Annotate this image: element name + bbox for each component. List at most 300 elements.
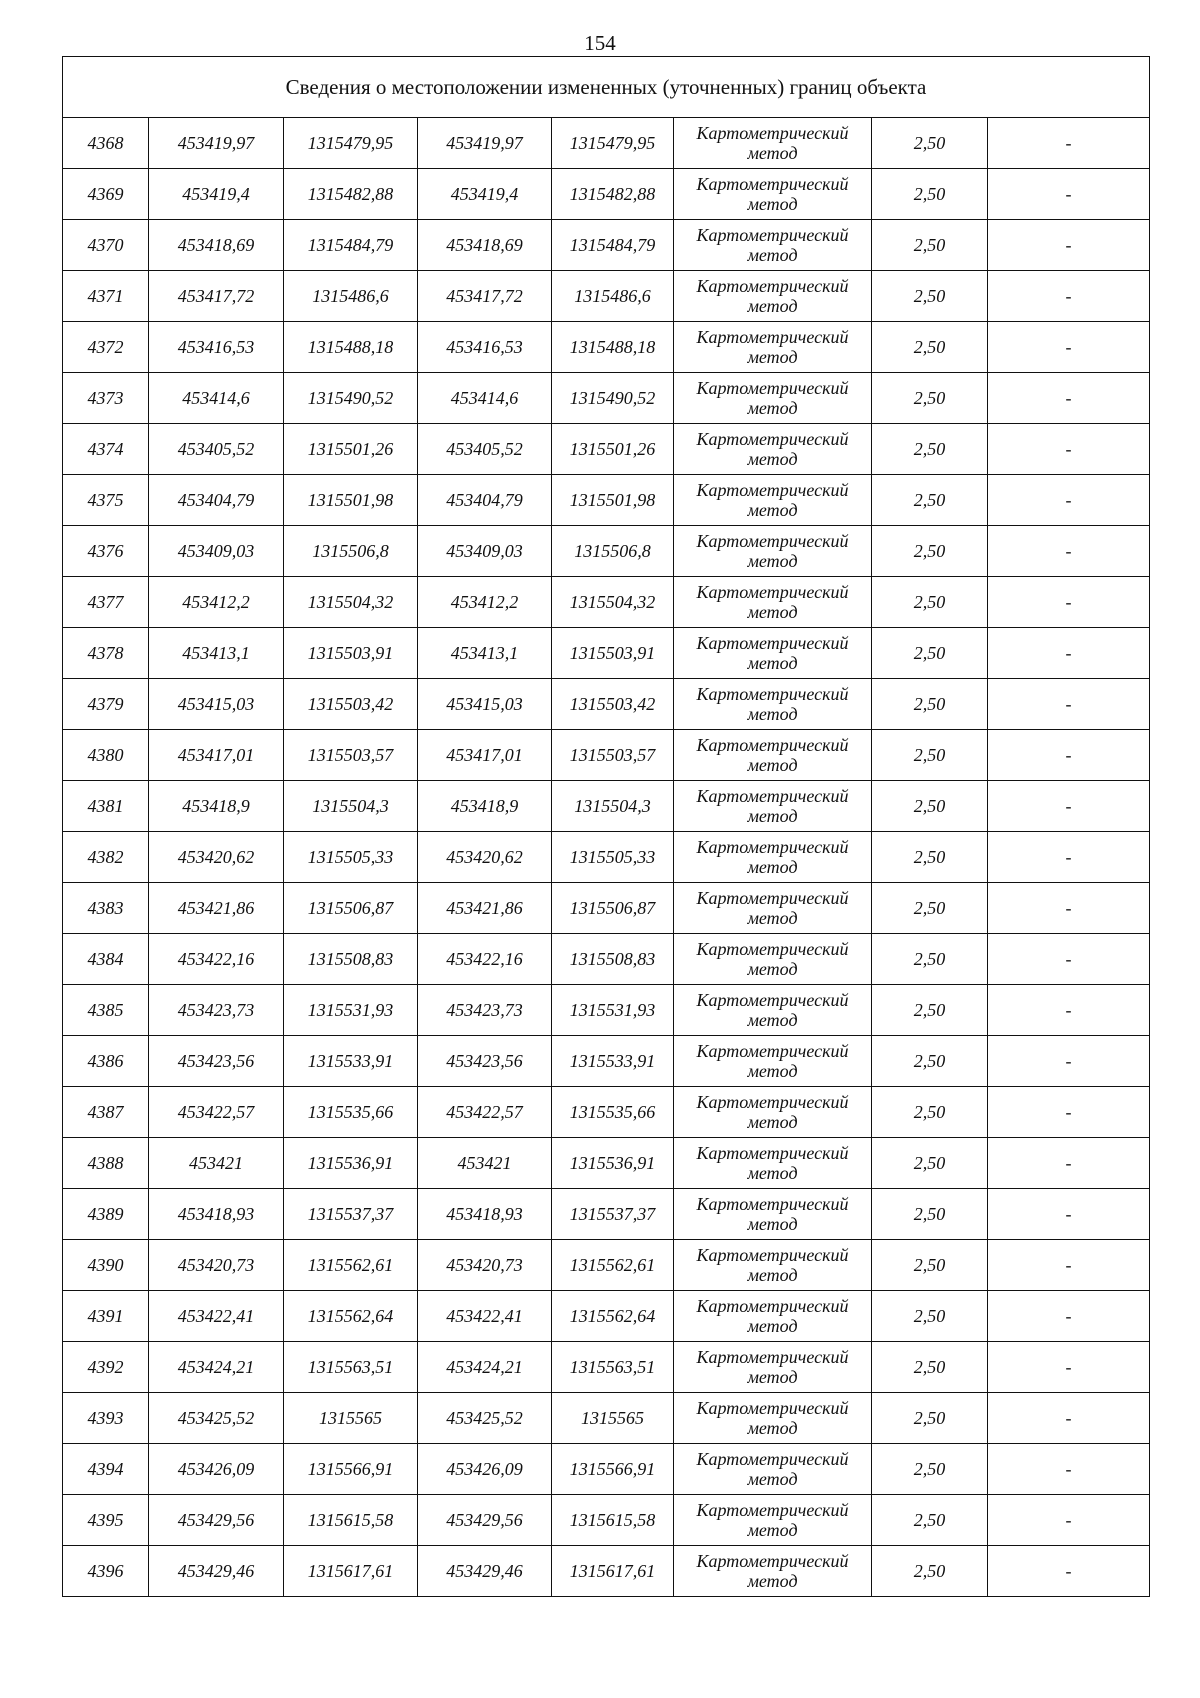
- existing-x-cell: 453414,6: [149, 373, 284, 424]
- note-cell: -: [988, 1546, 1150, 1597]
- method-line-2: метод: [747, 959, 798, 979]
- note-cell: -: [988, 220, 1150, 271]
- method-line-1: Картометрический: [696, 888, 849, 908]
- method-line-2: метод: [747, 1061, 798, 1081]
- existing-y-cell: 1315535,66: [284, 1087, 418, 1138]
- accuracy-cell: 2,50: [872, 781, 988, 832]
- method-cell: [674, 169, 872, 220]
- accuracy-cell: 2,50: [872, 1240, 988, 1291]
- accuracy-cell: 2,50: [872, 1138, 988, 1189]
- refined-y-cell: 1315482,88: [552, 169, 674, 220]
- method-line-2: метод: [747, 1571, 798, 1591]
- existing-y-cell: 1315501,98: [284, 475, 418, 526]
- table-row: [63, 169, 1150, 220]
- method-cell: [674, 475, 872, 526]
- existing-y-cell: 1315536,91: [284, 1138, 418, 1189]
- table-row: [63, 781, 1150, 832]
- refined-y-cell: 1315501,26: [552, 424, 674, 475]
- existing-y-cell: 1315533,91: [284, 1036, 418, 1087]
- note-cell: -: [988, 679, 1150, 730]
- existing-x-cell: 453417,01: [149, 730, 284, 781]
- point-number-cell: 4377: [63, 577, 149, 628]
- method-cell: [674, 679, 872, 730]
- refined-y-cell: 1315565: [552, 1393, 674, 1444]
- note-cell: -: [988, 271, 1150, 322]
- existing-x-cell: 453415,03: [149, 679, 284, 730]
- table-row: [63, 271, 1150, 322]
- refined-y-cell: 1315504,3: [552, 781, 674, 832]
- accuracy-cell: 2,50: [872, 1189, 988, 1240]
- table-row: [63, 220, 1150, 271]
- table-title-row: [63, 57, 1150, 118]
- method-cell: [674, 730, 872, 781]
- note-cell: -: [988, 322, 1150, 373]
- refined-x-cell: 453429,46: [418, 1546, 552, 1597]
- existing-x-cell: 453421: [149, 1138, 284, 1189]
- method-line-2: метод: [747, 908, 798, 928]
- method-cell: [674, 1036, 872, 1087]
- refined-y-cell: 1315566,91: [552, 1444, 674, 1495]
- existing-y-cell: 1315504,32: [284, 577, 418, 628]
- note-cell: -: [988, 1189, 1150, 1240]
- method-line-1: Картометрический: [696, 1296, 849, 1316]
- method-cell: [674, 781, 872, 832]
- existing-x-cell: 453420,62: [149, 832, 284, 883]
- refined-x-cell: 453424,21: [418, 1342, 552, 1393]
- method-line-1: Картометрический: [696, 837, 849, 857]
- refined-y-cell: 1315504,32: [552, 577, 674, 628]
- refined-x-cell: 453409,03: [418, 526, 552, 577]
- method-line-2: метод: [747, 755, 798, 775]
- method-cell: [674, 271, 872, 322]
- existing-y-cell: 1315505,33: [284, 832, 418, 883]
- method-line-2: метод: [747, 602, 798, 622]
- refined-y-cell: 1315537,37: [552, 1189, 674, 1240]
- accuracy-cell: 2,50: [872, 424, 988, 475]
- method-cell: [674, 118, 872, 169]
- refined-y-cell: 1315535,66: [552, 1087, 674, 1138]
- existing-y-cell: 1315508,83: [284, 934, 418, 985]
- method-line-1: Картометрический: [696, 735, 849, 755]
- refined-y-cell: 1315615,58: [552, 1495, 674, 1546]
- method-line-2: метод: [747, 704, 798, 724]
- method-cell: [674, 883, 872, 934]
- accuracy-cell: 2,50: [872, 1291, 988, 1342]
- method-line-1: Картометрический: [696, 1500, 849, 1520]
- table-row: [63, 934, 1150, 985]
- accuracy-cell: 2,50: [872, 1393, 988, 1444]
- point-number-cell: 4387: [63, 1087, 149, 1138]
- point-number-cell: 4371: [63, 271, 149, 322]
- existing-y-cell: 1315506,87: [284, 883, 418, 934]
- note-cell: -: [988, 985, 1150, 1036]
- method-line-2: метод: [747, 1520, 798, 1540]
- accuracy-cell: 2,50: [872, 679, 988, 730]
- method-line-1: Картометрический: [696, 1347, 849, 1367]
- refined-y-cell: 1315484,79: [552, 220, 674, 271]
- point-number-cell: 4383: [63, 883, 149, 934]
- method-cell: [674, 1087, 872, 1138]
- note-cell: -: [988, 832, 1150, 883]
- point-number-cell: 4375: [63, 475, 149, 526]
- existing-y-cell: 1315617,61: [284, 1546, 418, 1597]
- table-row: [63, 577, 1150, 628]
- refined-x-cell: 453419,4: [418, 169, 552, 220]
- refined-x-cell: 453405,52: [418, 424, 552, 475]
- table-row: [63, 1291, 1150, 1342]
- refined-x-cell: 453418,93: [418, 1189, 552, 1240]
- table-row: [63, 679, 1150, 730]
- accuracy-cell: 2,50: [872, 1342, 988, 1393]
- method-line-2: метод: [747, 143, 798, 163]
- point-number-cell: 4391: [63, 1291, 149, 1342]
- refined-x-cell: 453414,6: [418, 373, 552, 424]
- method-cell: [674, 628, 872, 679]
- existing-y-cell: 1315562,61: [284, 1240, 418, 1291]
- method-cell: [674, 322, 872, 373]
- method-line-2: метод: [747, 194, 798, 214]
- existing-x-cell: 453419,4: [149, 169, 284, 220]
- method-line-1: Картометрический: [696, 276, 849, 296]
- point-number-cell: 4389: [63, 1189, 149, 1240]
- refined-x-cell: 453426,09: [418, 1444, 552, 1495]
- refined-x-cell: 453422,41: [418, 1291, 552, 1342]
- refined-y-cell: 1315506,87: [552, 883, 674, 934]
- method-line-2: метод: [747, 449, 798, 469]
- existing-x-cell: 453420,73: [149, 1240, 284, 1291]
- refined-x-cell: 453425,52: [418, 1393, 552, 1444]
- note-cell: -: [988, 526, 1150, 577]
- point-number-cell: 4379: [63, 679, 149, 730]
- note-cell: -: [988, 1240, 1150, 1291]
- method-line-2: метод: [747, 347, 798, 367]
- refined-y-cell: 1315533,91: [552, 1036, 674, 1087]
- existing-y-cell: 1315504,3: [284, 781, 418, 832]
- method-line-2: метод: [747, 1316, 798, 1336]
- method-line-1: Картометрический: [696, 1245, 849, 1265]
- method-cell: [674, 424, 872, 475]
- table-row: [63, 1138, 1150, 1189]
- table-row: [63, 1189, 1150, 1240]
- existing-y-cell: 1315486,6: [284, 271, 418, 322]
- method-cell: [674, 577, 872, 628]
- note-cell: -: [988, 1291, 1150, 1342]
- method-line-2: метод: [747, 1112, 798, 1132]
- method-line-1: Картометрический: [696, 531, 849, 551]
- accuracy-cell: 2,50: [872, 322, 988, 373]
- refined-y-cell: 1315488,18: [552, 322, 674, 373]
- method-line-1: Картометрический: [696, 1041, 849, 1061]
- refined-x-cell: 453421,86: [418, 883, 552, 934]
- existing-x-cell: 453425,52: [149, 1393, 284, 1444]
- method-line-2: метод: [747, 1367, 798, 1387]
- refined-y-cell: 1315503,91: [552, 628, 674, 679]
- table-row: [63, 1087, 1150, 1138]
- accuracy-cell: 2,50: [872, 373, 988, 424]
- method-line-1: Картометрический: [696, 1092, 849, 1112]
- page-number: 154: [584, 31, 616, 55]
- table-body: [63, 118, 1150, 1597]
- existing-x-cell: 453405,52: [149, 424, 284, 475]
- refined-y-cell: 1315479,95: [552, 118, 674, 169]
- existing-y-cell: 1315562,64: [284, 1291, 418, 1342]
- refined-x-cell: 453417,72: [418, 271, 552, 322]
- refined-x-cell: 453422,57: [418, 1087, 552, 1138]
- existing-y-cell: 1315566,91: [284, 1444, 418, 1495]
- refined-y-cell: 1315536,91: [552, 1138, 674, 1189]
- existing-x-cell: 453413,1: [149, 628, 284, 679]
- refined-y-cell: 1315490,52: [552, 373, 674, 424]
- refined-y-cell: 1315505,33: [552, 832, 674, 883]
- existing-y-cell: 1315484,79: [284, 220, 418, 271]
- table-row: [63, 628, 1150, 679]
- method-line-1: Картометрический: [696, 1194, 849, 1214]
- note-cell: -: [988, 934, 1150, 985]
- table-row: [63, 832, 1150, 883]
- refined-x-cell: 453412,2: [418, 577, 552, 628]
- method-line-2: метод: [747, 500, 798, 520]
- accuracy-cell: 2,50: [872, 1036, 988, 1087]
- refined-x-cell: 453422,16: [418, 934, 552, 985]
- existing-x-cell: 453409,03: [149, 526, 284, 577]
- table-row: [63, 985, 1150, 1036]
- method-line-1: Картометрический: [696, 327, 849, 347]
- method-line-2: метод: [747, 1010, 798, 1030]
- note-cell: -: [988, 1036, 1150, 1087]
- point-number-cell: 4372: [63, 322, 149, 373]
- accuracy-cell: 2,50: [872, 220, 988, 271]
- point-number-cell: 4394: [63, 1444, 149, 1495]
- existing-x-cell: 453417,72: [149, 271, 284, 322]
- point-number-cell: 4388: [63, 1138, 149, 1189]
- refined-x-cell: 453423,56: [418, 1036, 552, 1087]
- table-row: [63, 373, 1150, 424]
- table-row: [63, 118, 1150, 169]
- table-row: [63, 883, 1150, 934]
- note-cell: -: [988, 1495, 1150, 1546]
- note-cell: -: [988, 475, 1150, 526]
- note-cell: -: [988, 1138, 1150, 1189]
- accuracy-cell: 2,50: [872, 628, 988, 679]
- existing-y-cell: 1315479,95: [284, 118, 418, 169]
- refined-y-cell: 1315531,93: [552, 985, 674, 1036]
- refined-x-cell: 453418,69: [418, 220, 552, 271]
- accuracy-cell: 2,50: [872, 1546, 988, 1597]
- table-row: [63, 1546, 1150, 1597]
- refined-x-cell: 453413,1: [418, 628, 552, 679]
- method-cell: [674, 934, 872, 985]
- method-line-2: метод: [747, 1418, 798, 1438]
- note-cell: -: [988, 781, 1150, 832]
- note-cell: -: [988, 373, 1150, 424]
- point-number-cell: 4382: [63, 832, 149, 883]
- method-line-1: Картометрический: [696, 684, 849, 704]
- method-cell: [674, 1546, 872, 1597]
- method-line-2: метод: [747, 1214, 798, 1234]
- method-line-1: Картометрический: [696, 582, 849, 602]
- existing-x-cell: 453416,53: [149, 322, 284, 373]
- point-number-cell: 4385: [63, 985, 149, 1036]
- boundary-coordinates-table: [62, 56, 1150, 1597]
- existing-x-cell: 453418,93: [149, 1189, 284, 1240]
- note-cell: -: [988, 628, 1150, 679]
- method-line-2: метод: [747, 1469, 798, 1489]
- note-cell: -: [988, 730, 1150, 781]
- point-number-cell: 4368: [63, 118, 149, 169]
- accuracy-cell: 2,50: [872, 577, 988, 628]
- note-cell: -: [988, 883, 1150, 934]
- method-line-1: Картометрический: [696, 1551, 849, 1571]
- refined-x-cell: 453420,73: [418, 1240, 552, 1291]
- note-cell: -: [988, 424, 1150, 475]
- existing-x-cell: 453418,9: [149, 781, 284, 832]
- method-cell: [674, 1393, 872, 1444]
- method-line-1: Картометрический: [696, 939, 849, 959]
- refined-y-cell: 1315486,6: [552, 271, 674, 322]
- point-number-cell: 4390: [63, 1240, 149, 1291]
- method-line-2: метод: [747, 296, 798, 316]
- point-number-cell: 4373: [63, 373, 149, 424]
- point-number-cell: 4370: [63, 220, 149, 271]
- method-cell: [674, 1189, 872, 1240]
- method-line-1: Картометрический: [696, 429, 849, 449]
- existing-x-cell: 453412,2: [149, 577, 284, 628]
- method-line-1: Картометрический: [696, 786, 849, 806]
- refined-x-cell: 453429,56: [418, 1495, 552, 1546]
- method-line-1: Картометрический: [696, 633, 849, 653]
- note-cell: -: [988, 1444, 1150, 1495]
- note-cell: -: [988, 118, 1150, 169]
- table-row: [63, 730, 1150, 781]
- note-cell: -: [988, 1087, 1150, 1138]
- existing-y-cell: 1315503,57: [284, 730, 418, 781]
- refined-x-cell: 453404,79: [418, 475, 552, 526]
- existing-y-cell: 1315482,88: [284, 169, 418, 220]
- point-number-cell: 4384: [63, 934, 149, 985]
- refined-x-cell: 453416,53: [418, 322, 552, 373]
- existing-y-cell: 1315563,51: [284, 1342, 418, 1393]
- point-number-cell: 4380: [63, 730, 149, 781]
- point-number-cell: 4381: [63, 781, 149, 832]
- existing-x-cell: 453422,41: [149, 1291, 284, 1342]
- existing-y-cell: 1315503,42: [284, 679, 418, 730]
- accuracy-cell: 2,50: [872, 883, 988, 934]
- refined-y-cell: 1315503,57: [552, 730, 674, 781]
- accuracy-cell: 2,50: [872, 271, 988, 322]
- point-number-cell: 4376: [63, 526, 149, 577]
- method-cell: [674, 985, 872, 1036]
- existing-y-cell: 1315490,52: [284, 373, 418, 424]
- refined-y-cell: 1315617,61: [552, 1546, 674, 1597]
- existing-x-cell: 453418,69: [149, 220, 284, 271]
- method-line-2: метод: [747, 551, 798, 571]
- refined-y-cell: 1315563,51: [552, 1342, 674, 1393]
- method-line-1: Картометрический: [696, 123, 849, 143]
- refined-x-cell: 453421: [418, 1138, 552, 1189]
- point-number-cell: 4393: [63, 1393, 149, 1444]
- refined-y-cell: 1315562,64: [552, 1291, 674, 1342]
- method-line-1: Картометрический: [696, 225, 849, 245]
- method-cell: [674, 220, 872, 271]
- point-number-cell: 4396: [63, 1546, 149, 1597]
- refined-x-cell: 453415,03: [418, 679, 552, 730]
- existing-y-cell: 1315531,93: [284, 985, 418, 1036]
- table-title: Сведения о местоположении измененных (уточненных) границ объекта: [63, 57, 1150, 118]
- table-row: [63, 1444, 1150, 1495]
- existing-x-cell: 453419,97: [149, 118, 284, 169]
- method-line-1: Картометрический: [696, 174, 849, 194]
- method-cell: [674, 373, 872, 424]
- refined-x-cell: 453417,01: [418, 730, 552, 781]
- method-cell: [674, 526, 872, 577]
- method-line-1: Картометрический: [696, 1143, 849, 1163]
- table-row: [63, 1495, 1150, 1546]
- refined-y-cell: 1315508,83: [552, 934, 674, 985]
- table-row: [63, 475, 1150, 526]
- accuracy-cell: 2,50: [872, 118, 988, 169]
- point-number-cell: 4395: [63, 1495, 149, 1546]
- accuracy-cell: 2,50: [872, 934, 988, 985]
- accuracy-cell: 2,50: [872, 1087, 988, 1138]
- refined-y-cell: 1315506,8: [552, 526, 674, 577]
- table-row: [63, 1342, 1150, 1393]
- existing-x-cell: 453422,16: [149, 934, 284, 985]
- method-line-2: метод: [747, 653, 798, 673]
- point-number-cell: 4378: [63, 628, 149, 679]
- point-number-cell: 4386: [63, 1036, 149, 1087]
- note-cell: -: [988, 577, 1150, 628]
- method-line-1: Картометрический: [696, 990, 849, 1010]
- refined-x-cell: 453420,62: [418, 832, 552, 883]
- existing-x-cell: 453421,86: [149, 883, 284, 934]
- note-cell: -: [988, 1393, 1150, 1444]
- existing-x-cell: 453424,21: [149, 1342, 284, 1393]
- refined-x-cell: 453423,73: [418, 985, 552, 1036]
- accuracy-cell: 2,50: [872, 526, 988, 577]
- method-line-1: Картометрический: [696, 480, 849, 500]
- accuracy-cell: 2,50: [872, 730, 988, 781]
- method-line-2: метод: [747, 398, 798, 418]
- existing-x-cell: 453422,57: [149, 1087, 284, 1138]
- method-cell: [674, 1342, 872, 1393]
- existing-y-cell: 1315501,26: [284, 424, 418, 475]
- method-cell: [674, 1495, 872, 1546]
- existing-x-cell: 453423,56: [149, 1036, 284, 1087]
- method-cell: [674, 832, 872, 883]
- method-cell: [674, 1240, 872, 1291]
- method-line-2: метод: [747, 245, 798, 265]
- accuracy-cell: 2,50: [872, 1495, 988, 1546]
- point-number-cell: 4374: [63, 424, 149, 475]
- method-line-1: Картометрический: [696, 1449, 849, 1469]
- existing-x-cell: 453404,79: [149, 475, 284, 526]
- table-row: [63, 526, 1150, 577]
- table-row: [63, 424, 1150, 475]
- table-row: [63, 1240, 1150, 1291]
- existing-y-cell: 1315537,37: [284, 1189, 418, 1240]
- method-cell: [674, 1138, 872, 1189]
- accuracy-cell: 2,50: [872, 169, 988, 220]
- point-number-cell: 4392: [63, 1342, 149, 1393]
- existing-x-cell: 453426,09: [149, 1444, 284, 1495]
- existing-x-cell: 453423,73: [149, 985, 284, 1036]
- existing-x-cell: 453429,56: [149, 1495, 284, 1546]
- refined-y-cell: 1315503,42: [552, 679, 674, 730]
- method-line-2: метод: [747, 857, 798, 877]
- existing-y-cell: 1315488,18: [284, 322, 418, 373]
- existing-y-cell: 1315615,58: [284, 1495, 418, 1546]
- existing-y-cell: 1315503,91: [284, 628, 418, 679]
